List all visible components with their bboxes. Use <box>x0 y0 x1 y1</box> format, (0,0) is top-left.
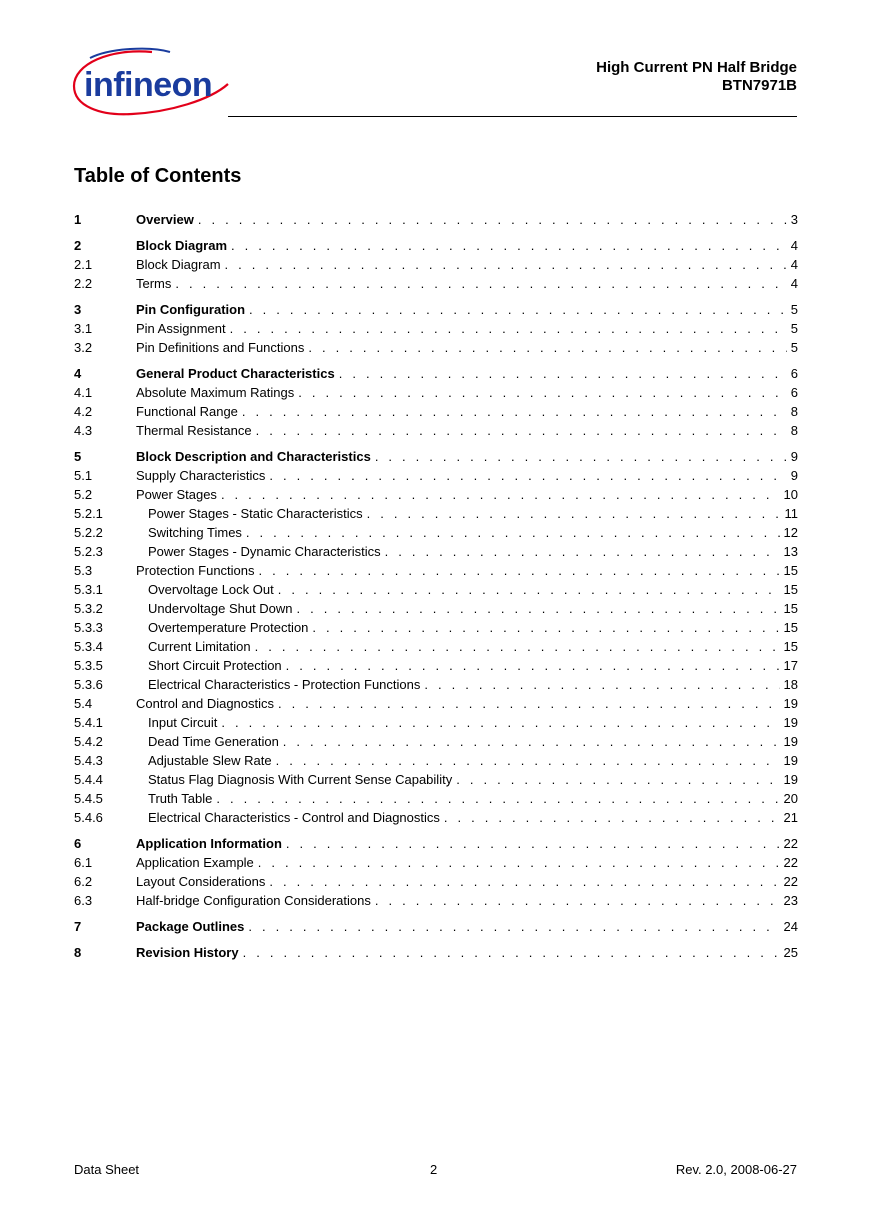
toc-entry[interactable] <box>74 542 798 561</box>
toc-entry-number: 5.4.3 <box>74 753 103 768</box>
toc-dot-leader <box>248 917 779 936</box>
toc-entry-title[interactable]: Status Flag Diagnosis With Current Sense Capability <box>148 772 453 787</box>
toc-entry[interactable] <box>74 402 798 421</box>
toc-entry-number: 5.4.2 <box>74 734 103 749</box>
toc-dot-leader <box>221 713 779 732</box>
toc-entry-number: 5.4 <box>74 696 93 711</box>
toc-entry-page[interactable]: 12 <box>783 525 798 540</box>
toc-entry-number: 5.4.1 <box>74 715 103 730</box>
toc-entry-title[interactable]: Power Stages - Dynamic Characteristics <box>148 544 381 559</box>
toc-entry-title[interactable]: Adjustable Slew Rate <box>148 753 272 768</box>
toc-entry-page[interactable]: 6 <box>790 385 798 400</box>
toc-entry[interactable] <box>74 504 798 523</box>
toc-entry-title[interactable]: Undervoltage Shut Down <box>148 601 293 616</box>
toc-entry-number: 5.4.6 <box>74 810 103 825</box>
toc-dot-leader <box>231 236 787 255</box>
toc-entry[interactable] <box>74 891 798 910</box>
infineon-logo <box>70 44 232 122</box>
toc-heading: Table of Contents <box>74 165 242 187</box>
toc-dot-leader <box>385 542 780 561</box>
toc-entry-title[interactable]: Application Example <box>136 855 254 870</box>
toc-entry-number: 6 <box>74 836 82 851</box>
toc-entry-page[interactable]: 15 <box>783 639 798 654</box>
toc-entry-page[interactable]: 3 <box>790 212 798 227</box>
toc-entry-page[interactable]: 20 <box>783 791 798 806</box>
toc-entry-number: 5.4.5 <box>74 791 103 806</box>
toc-entry[interactable] <box>74 917 798 936</box>
toc-entry-title[interactable]: Block Description and Characteristics <box>136 449 371 464</box>
toc-entry-title[interactable]: Dead Time Generation <box>148 734 279 749</box>
toc-entry-title[interactable]: Short Circuit Protection <box>148 658 282 673</box>
footer-document-type: Data Sheet <box>74 1162 140 1177</box>
toc-entry[interactable] <box>74 210 798 229</box>
toc-entry[interactable] <box>74 338 798 357</box>
toc-entry-page[interactable]: 19 <box>783 753 798 768</box>
toc-entry-title[interactable]: Supply Characteristics <box>136 468 266 483</box>
toc-dot-leader <box>230 319 787 338</box>
toc-entry-title[interactable]: Application Information <box>136 836 282 851</box>
toc-entry-title[interactable]: Switching Times <box>148 525 242 540</box>
toc-entry-title[interactable]: Half-bridge Configuration Considerations <box>136 893 371 908</box>
toc-entry-number: 8 <box>74 945 82 960</box>
toc-dot-leader <box>375 447 787 466</box>
toc-entry-page[interactable]: 5 <box>790 340 798 355</box>
toc-dot-leader <box>375 891 780 910</box>
toc-entry-title[interactable]: Overview <box>136 212 194 227</box>
toc-entry-number: 5.3.1 <box>74 582 103 597</box>
toc-entry-page[interactable]: 15 <box>783 620 798 635</box>
toc-entry-page[interactable]: 15 <box>783 601 798 616</box>
toc-entry-number: 7 <box>74 919 82 934</box>
toc-entry[interactable] <box>74 834 798 853</box>
toc-dot-leader <box>242 402 787 421</box>
toc-entry-page[interactable]: 15 <box>783 582 798 597</box>
toc-entry[interactable] <box>74 274 798 293</box>
toc-entry-page[interactable]: 22 <box>783 836 798 851</box>
toc-dot-leader <box>255 637 780 656</box>
toc-entry[interactable] <box>74 618 798 637</box>
toc-entry-page[interactable]: 19 <box>783 715 798 730</box>
document-part-number: BTN7971B <box>721 77 797 94</box>
toc-entry[interactable] <box>74 599 798 618</box>
toc-dot-leader <box>216 789 779 808</box>
toc-entry-title[interactable]: Pin Configuration <box>136 302 246 317</box>
toc-dot-leader <box>259 561 780 580</box>
toc-entry[interactable] <box>74 770 798 789</box>
toc-entry-page[interactable]: 9 <box>790 449 798 464</box>
toc-entry-number: 5.3.6 <box>74 677 103 692</box>
toc-entry-page[interactable]: 19 <box>783 734 798 749</box>
toc-entry-page[interactable]: 6 <box>790 366 798 381</box>
toc-entry-page[interactable]: 11 <box>784 506 798 521</box>
toc-entry-number: 3 <box>74 302 82 317</box>
toc-dot-leader <box>278 694 780 713</box>
toc-entry[interactable] <box>74 637 798 656</box>
toc-entry-number: 4 <box>74 366 82 381</box>
toc-entry-number: 6.2 <box>74 874 93 889</box>
toc-entry-page[interactable]: 19 <box>783 696 798 711</box>
toc-entry-number: 5.3 <box>74 563 93 578</box>
toc-entry-title[interactable]: Overtemperature Protection <box>148 620 309 635</box>
toc-entry[interactable] <box>74 580 798 599</box>
toc-dot-leader <box>424 675 779 694</box>
toc-entry-number: 5.2.1 <box>74 506 103 521</box>
toc-entry[interactable] <box>74 713 798 732</box>
toc-entry-title[interactable]: Electrical Characteristics - Control and Diagnostics <box>148 810 440 825</box>
toc-dot-leader <box>269 466 786 485</box>
toc-entry-title[interactable]: Layout Considerations <box>136 874 266 889</box>
toc-entry-number: 6.3 <box>74 893 93 908</box>
toc-entry[interactable] <box>74 255 798 274</box>
toc-entry-title[interactable]: Terms <box>136 276 172 291</box>
toc-entry[interactable] <box>74 421 798 440</box>
toc-dot-leader <box>298 383 787 402</box>
toc-entry[interactable] <box>74 732 798 751</box>
toc-entry-number: 4.3 <box>74 423 93 438</box>
toc-entry-title[interactable]: Block Diagram <box>136 238 228 253</box>
toc-dot-leader <box>246 523 780 542</box>
toc-entry-title[interactable]: Power Stages - Static Characteristics <box>148 506 363 521</box>
toc-entry-number: 2 <box>74 238 82 253</box>
toc-entry-page[interactable]: 9 <box>790 468 798 483</box>
toc-entry-page[interactable]: 19 <box>783 772 798 787</box>
toc-entry-page[interactable]: 15 <box>783 563 798 578</box>
toc-entry-page[interactable]: 4 <box>790 257 798 272</box>
footer-revision: Rev. 2.0, 2008-06-27 <box>675 1162 797 1177</box>
toc-entry-title[interactable]: Functional Range <box>136 404 238 419</box>
toc-entry-page[interactable]: 13 <box>783 544 798 559</box>
toc-entry-number: 4.1 <box>74 385 93 400</box>
toc-dot-leader <box>444 808 780 827</box>
toc-entry-number: 4.2 <box>74 404 93 419</box>
toc-dot-leader <box>243 943 780 962</box>
toc-entry-page[interactable]: 5 <box>790 302 798 317</box>
toc-entry[interactable] <box>74 364 798 383</box>
toc-entry-page[interactable]: 10 <box>783 487 798 502</box>
toc-entry[interactable] <box>74 872 798 891</box>
document-title-line1: High Current PN Half Bridge <box>596 59 797 76</box>
toc-entry-number: 5.2.3 <box>74 544 103 559</box>
toc-entry-title[interactable]: Block Diagram <box>136 257 221 272</box>
toc-entry-page[interactable]: 24 <box>783 919 798 934</box>
toc-dot-leader <box>175 274 786 293</box>
toc-entry-page[interactable]: 4 <box>790 276 798 291</box>
toc-entry[interactable] <box>74 523 798 542</box>
toc-dot-leader <box>258 853 780 872</box>
toc-entry-title[interactable]: Current Limitation <box>148 639 251 654</box>
toc-entry[interactable] <box>74 319 798 338</box>
toc-entry-title[interactable]: Input Circuit <box>148 715 218 730</box>
toc-entry-title[interactable]: General Product Characteristics <box>136 366 335 381</box>
toc-entry[interactable] <box>74 694 798 713</box>
toc-entry[interactable] <box>74 561 798 580</box>
toc-entry-number: 3.2 <box>74 340 93 355</box>
toc-entry-number: 5.2.2 <box>74 525 103 540</box>
toc-dot-leader <box>297 599 780 618</box>
logo-wordmark: infineon <box>84 66 213 104</box>
toc-dot-leader <box>312 618 779 637</box>
toc-dot-leader <box>283 732 780 751</box>
toc-entry[interactable] <box>74 236 798 255</box>
toc-entry-number: 5.4.4 <box>74 772 103 787</box>
toc-entry[interactable] <box>74 300 798 319</box>
toc-entry-number: 3.1 <box>74 321 93 336</box>
toc-entry-number: 5.2 <box>74 487 93 502</box>
toc-entry-page[interactable]: 4 <box>790 238 798 253</box>
toc-entry-page[interactable]: 21 <box>783 810 798 825</box>
toc-dot-leader <box>269 872 779 891</box>
toc-entry-page[interactable]: 22 <box>783 874 798 889</box>
toc-dot-leader <box>256 421 787 440</box>
toc-entry[interactable] <box>74 383 798 402</box>
toc-entry-number: 5.3.4 <box>74 639 103 654</box>
toc-entry-number: 2.2 <box>74 276 93 291</box>
toc-entry[interactable] <box>74 447 798 466</box>
toc-entry[interactable] <box>74 656 798 675</box>
toc-entry-title[interactable]: Absolute Maximum Ratings <box>136 385 295 400</box>
toc-entry[interactable] <box>74 466 798 485</box>
toc-dot-leader <box>456 770 779 789</box>
toc-dot-leader <box>276 751 780 770</box>
toc-entry-title[interactable]: Revision History <box>136 945 239 960</box>
toc-entry[interactable] <box>74 853 798 872</box>
toc-entry-title[interactable]: Protection Functions <box>136 563 255 578</box>
toc-entry-page[interactable]: 22 <box>783 855 798 870</box>
document-title <box>596 59 797 95</box>
toc-entry-number: 5.3.5 <box>74 658 103 673</box>
toc-entry-number: 6.1 <box>74 855 93 870</box>
toc-entry-page[interactable]: 8 <box>790 423 798 438</box>
toc-entry[interactable] <box>74 485 798 504</box>
toc-entry-page[interactable]: 8 <box>790 404 798 419</box>
toc-entry-number: 5.3.2 <box>74 601 103 616</box>
toc-entry-number: 5.3.3 <box>74 620 103 635</box>
header-divider <box>228 116 797 117</box>
toc-entry-number: 5 <box>74 449 82 464</box>
toc-dot-leader <box>278 580 780 599</box>
toc-entry-number: 1 <box>74 212 82 227</box>
toc-entry-number: 5.1 <box>74 468 93 483</box>
footer-page-number: 2 <box>430 1162 438 1177</box>
toc-entry[interactable] <box>74 808 798 827</box>
toc-entry-title[interactable]: Pin Assignment <box>136 321 226 336</box>
toc-entry-page[interactable]: 25 <box>783 945 798 960</box>
toc-dot-leader <box>225 255 787 274</box>
toc-entry-page[interactable]: 18 <box>783 677 798 692</box>
toc-entry-title[interactable]: Overvoltage Lock Out <box>148 582 274 597</box>
toc-entry[interactable] <box>74 675 798 694</box>
toc-entry-title[interactable]: Package Outlines <box>136 919 245 934</box>
toc-entry[interactable] <box>74 789 798 808</box>
toc-entry-page[interactable]: 17 <box>783 658 798 673</box>
toc-dot-leader <box>339 364 787 383</box>
toc-entry-title[interactable]: Control and Diagnostics <box>136 696 275 711</box>
toc-entry-title[interactable]: Thermal Resistance <box>136 423 252 438</box>
toc-entry-title[interactable]: Power Stages <box>136 487 217 502</box>
toc-entry[interactable] <box>74 943 798 962</box>
toc-entry-title[interactable]: Pin Definitions and Functions <box>136 340 305 355</box>
toc-dot-leader <box>221 485 780 504</box>
toc-entry-page[interactable]: 23 <box>783 893 798 908</box>
toc-entry[interactable] <box>74 751 798 770</box>
toc-entry-title[interactable]: Truth Table <box>148 791 213 806</box>
toc-dot-leader <box>198 210 787 229</box>
toc-dot-leader <box>249 300 787 319</box>
toc-entry-page[interactable]: 5 <box>790 321 798 336</box>
toc-dot-leader <box>286 834 780 853</box>
toc-dot-leader <box>308 338 786 357</box>
toc-dot-leader <box>286 656 780 675</box>
toc-dot-leader <box>367 504 781 523</box>
toc-entry-title[interactable]: Electrical Characteristics - Protection Functions <box>148 677 421 692</box>
toc-entry-number: 2.1 <box>74 257 93 272</box>
